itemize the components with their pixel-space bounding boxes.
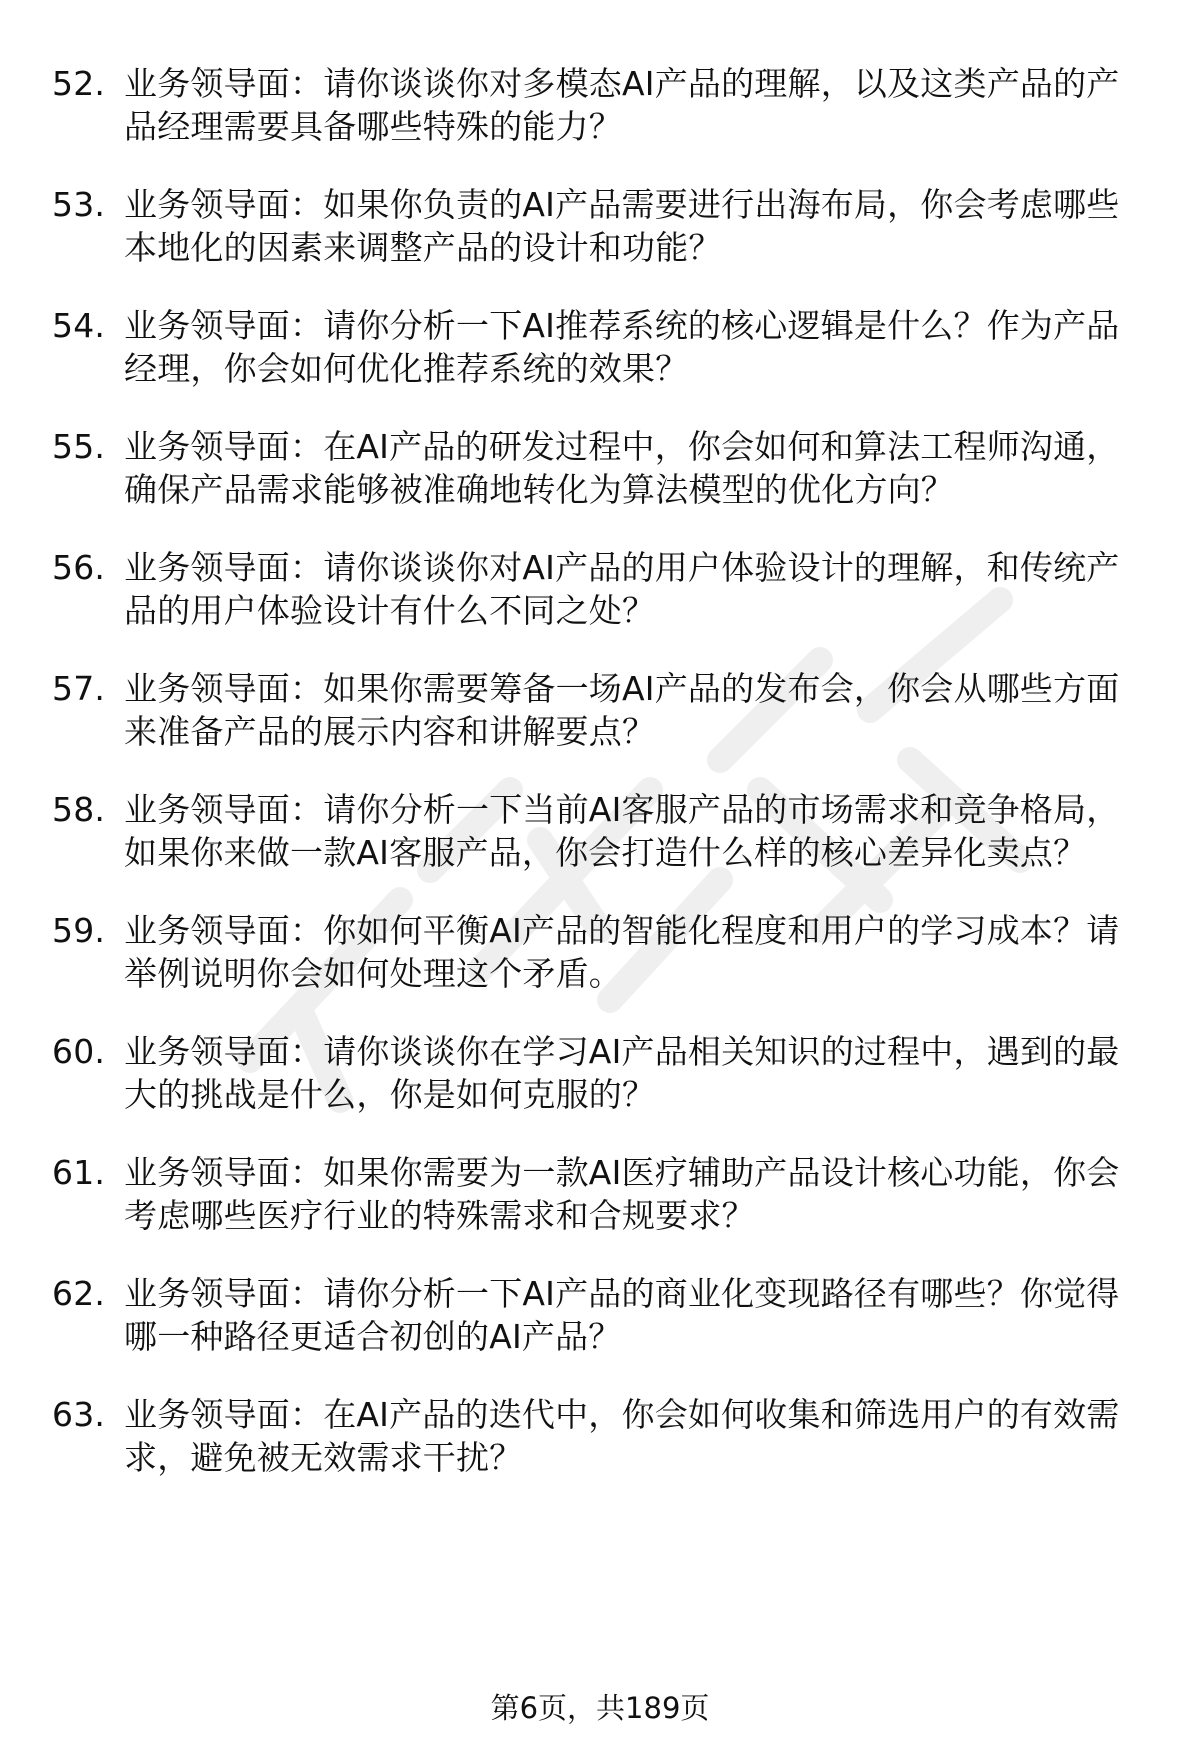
list-item	[52, 546, 1152, 632]
question-text: 业务领导面：请你谈谈你在学习AI产品相关知识的过程中，遇到的最大的挑战是什么，你是如何克服的？	[124, 1032, 1120, 1114]
list-item	[52, 304, 1152, 390]
question-text: 业务领导面：如果你需要筹备一场AI产品的发布会，你会从哪些方面来准备产品的展示内容和讲解要点？	[124, 669, 1120, 751]
question-text: 业务领导面：你如何平衡AI产品的智能化程度和用户的学习成本？请举例说明你会如何处理这个矛盾。	[124, 911, 1120, 993]
question-number: 53.	[52, 185, 106, 224]
list-item	[52, 667, 1152, 753]
question-text: 业务领导面：在AI产品的迭代中，你会如何收集和筛选用户的有效需求，避免被无效需求干扰？	[124, 1395, 1120, 1477]
question-list	[52, 62, 1152, 1514]
question-text: 业务领导面：如果你需要为一款AI医疗辅助产品设计核心功能，你会考虑哪些医疗行业的特殊需求和合规要求？	[124, 1153, 1120, 1235]
page-footer: 第6页，共189页	[490, 1691, 710, 1725]
question-number: 58.	[52, 790, 106, 829]
question-number: 52.	[52, 64, 106, 103]
question-number: 60.	[52, 1032, 106, 1071]
question-number: 56.	[52, 548, 106, 587]
question-text: 业务领导面：如果你负责的AI产品需要进行出海布局，你会考虑哪些本地化的因素来调整产品的设计和功能？	[124, 185, 1120, 267]
question-number: 57.	[52, 669, 106, 708]
list-item	[52, 1393, 1152, 1479]
question-text: 业务领导面：请你分析一下AI产品的商业化变现路径有哪些？你觉得哪一种路径更适合初创的AI产品？	[124, 1274, 1120, 1356]
list-item	[52, 425, 1152, 511]
question-number: 54.	[52, 306, 106, 345]
question-text: 业务领导面：请你谈谈你对AI产品的用户体验设计的理解，和传统产品的用户体验设计有什么不同之处？	[124, 548, 1120, 630]
question-number: 59.	[52, 911, 106, 950]
question-text: 业务领导面：在AI产品的研发过程中，你会如何和算法工程师沟通，确保产品需求能够被准确地转化为算法模型的优化方向？	[124, 427, 1120, 509]
list-item	[52, 1151, 1152, 1237]
list-item	[52, 909, 1152, 995]
question-number: 63.	[52, 1395, 106, 1434]
list-item	[52, 183, 1152, 269]
list-item	[52, 62, 1152, 148]
question-number: 55.	[52, 427, 106, 466]
question-number: 62.	[52, 1274, 106, 1313]
question-text: 业务领导面：请你分析一下当前AI客服产品的市场需求和竞争格局，如果你来做一款AI客服产品，你会打造什么样的核心差异化卖点？	[124, 790, 1120, 872]
question-number: 61.	[52, 1153, 106, 1192]
list-item	[52, 1272, 1152, 1358]
list-item	[52, 1030, 1152, 1116]
question-text: 业务领导面：请你谈谈你对多模态AI产品的理解，以及这类产品的产品经理需要具备哪些特殊的能力？	[124, 64, 1120, 146]
question-text: 业务领导面：请你分析一下AI推荐系统的核心逻辑是什么？作为产品经理，你会如何优化推荐系统的效果？	[124, 306, 1120, 388]
list-item	[52, 788, 1152, 874]
